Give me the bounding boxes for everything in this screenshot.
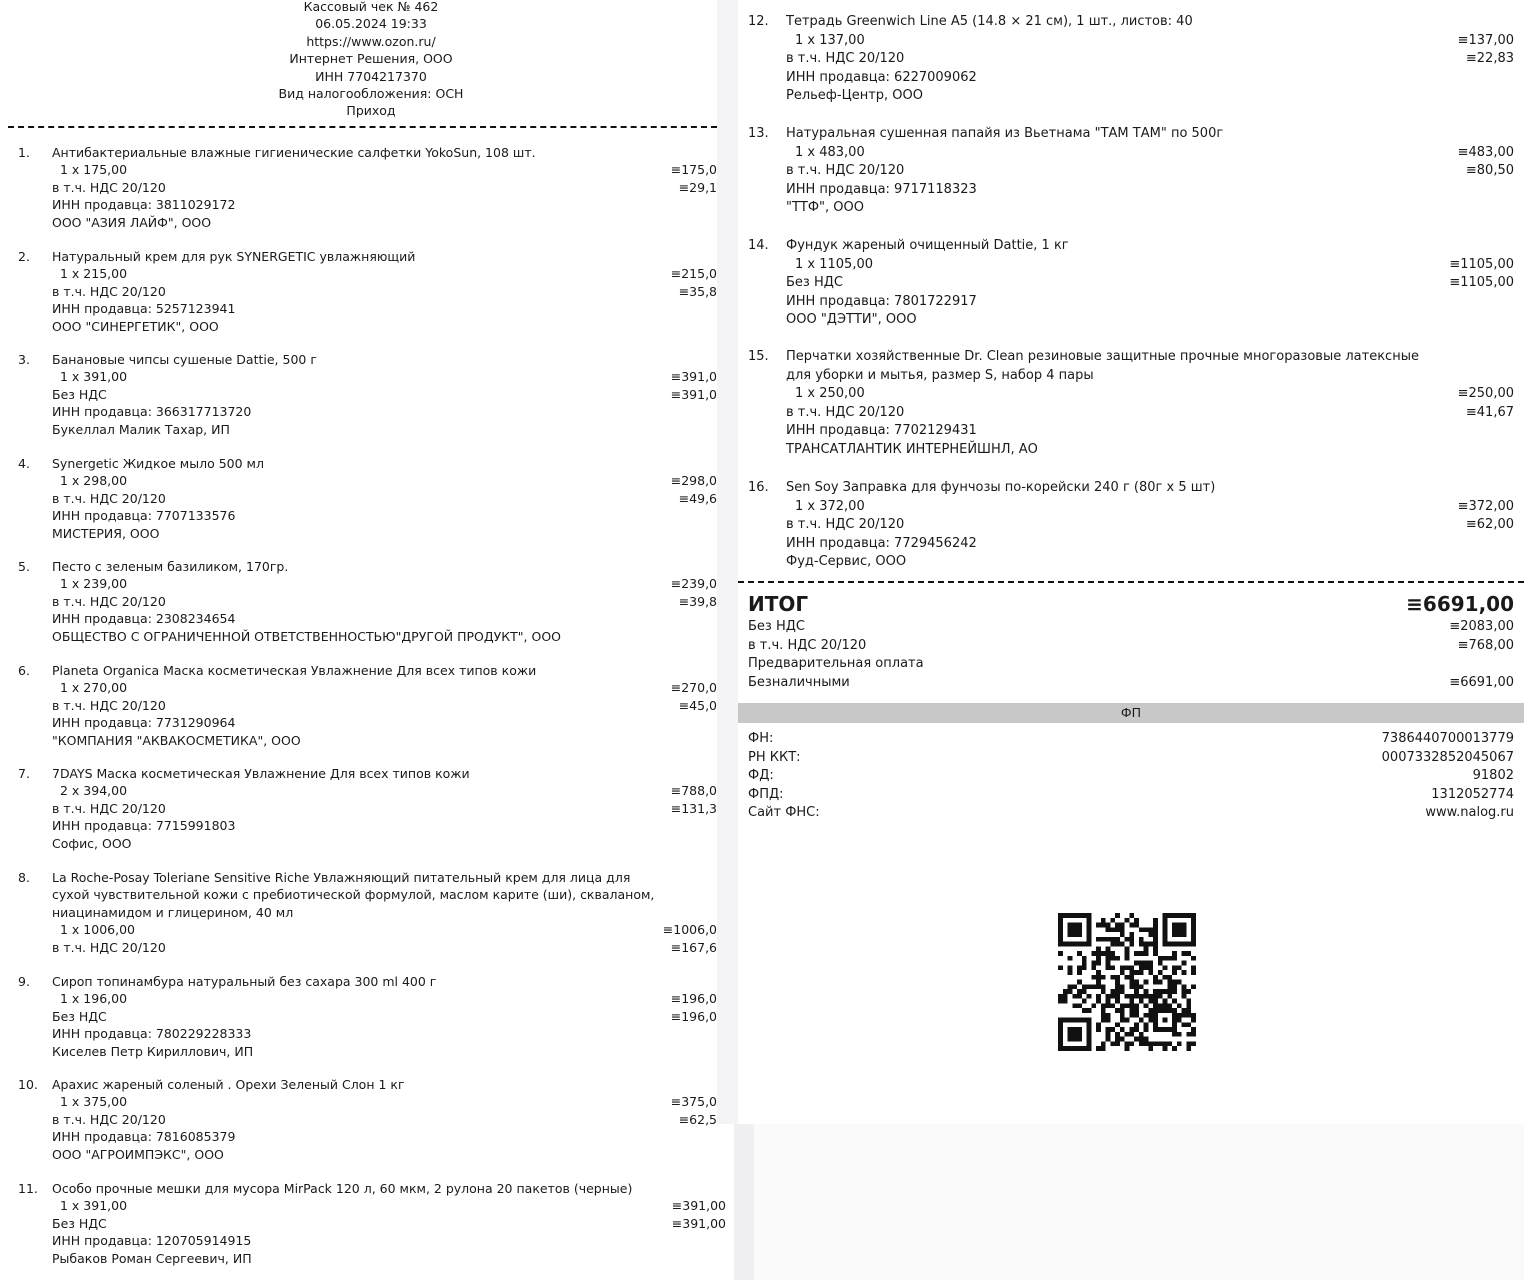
header-line: 06.05.2024 19:33 — [315, 16, 427, 32]
item-title: Фундук жареный очищенный Dattie, 1 кг — [786, 238, 1069, 253]
item-vat: в т.ч. НДС 20/120 — [52, 179, 166, 195]
item-qty: 1 x 391,00 — [60, 369, 128, 385]
item-vat: в т.ч. НДС 20/120 — [52, 283, 166, 299]
item-qty: 1 x 1105,00 — [795, 256, 873, 272]
item-vat: Без НДС — [52, 386, 107, 402]
item-title: Synergetic Жидкое мыло 500 мл — [52, 456, 264, 471]
total-row-value: ≡2083,00 — [1449, 619, 1514, 634]
header-line: Приход — [346, 103, 396, 119]
fp-label: ФН: — [748, 731, 774, 746]
item-sum: ≡1105,00 — [1449, 256, 1514, 272]
item-vat-sum: ≡1105,00 — [1449, 275, 1514, 290]
item-vat: Без НДС — [52, 1008, 107, 1024]
separator-dashed — [8, 126, 717, 128]
item-vat: в т.ч. НДС 20/120 — [52, 697, 166, 713]
item-qty: 1 x 137,00 — [795, 32, 865, 48]
page-gap — [717, 0, 738, 1124]
item-sum: ≡215,0 — [670, 266, 717, 282]
item-title: La Roche-Posay Toleriane Sensitive Riche Увлажняющий питательный крем для лица для — [52, 870, 631, 885]
seller-inn: ИНН продавца: 7729456242 — [786, 535, 977, 551]
fp-section-bar: ФП — [738, 703, 1524, 723]
item-sum: ≡375,0 — [670, 1094, 717, 1110]
item-title: ниацинамидом и глицерином, 40 мл — [52, 904, 294, 920]
item-number: 5. — [18, 559, 30, 574]
fp-value: 1312052774 — [1431, 786, 1514, 802]
item-sum: ≡196,0 — [670, 991, 717, 1007]
item-number: 16. — [748, 480, 769, 495]
seller-inn: ИНН продавца: 2308234654 — [52, 611, 236, 627]
item-title: Песто с зеленым базиликом, 170гр. — [52, 559, 289, 574]
item-title: Перчатки хозяйственные Dr. Clean резиновые защитные прочные многоразовые латексные — [786, 349, 1419, 364]
fp-label: РН ККТ: — [748, 749, 801, 765]
item-title: сухой чувствительной кожи с пребиотической формулой, маслом карите (ши), скваланом, — [52, 887, 655, 903]
seller-inn: ИНН продавца: 780229228333 — [52, 1026, 252, 1042]
item-sum: ≡372,00 — [1457, 498, 1514, 514]
item-vat: в т.ч. НДС 20/120 — [786, 51, 905, 66]
item-sum: ≡239,0 — [670, 576, 717, 592]
seller-name: Букеллал Малик Тахар, ИП — [52, 421, 230, 437]
item-vat-sum: ≡39,8 — [678, 593, 717, 609]
total-row-label: Безналичными — [748, 674, 850, 690]
seller-name: ООО "ДЭТТИ", ООО — [786, 312, 917, 327]
header-line: Интернет Решения, ООО — [289, 51, 453, 67]
item-sum: ≡270,0 — [670, 680, 717, 696]
item-title: Тетрадь Greenwich Line A5 (14.8 × 21 см), 1 шт., листов: 40 — [786, 14, 1193, 29]
seller-inn: ИНН продавца: 120705914915 — [52, 1233, 252, 1249]
total-row-value: ≡768,00 — [1457, 637, 1514, 653]
seller-inn: ИНН продавца: 5257123941 — [52, 301, 236, 317]
item-number: 15. — [748, 349, 769, 364]
item-vat-sum: ≡45,0 — [678, 697, 717, 713]
item-vat: в т.ч. НДС 20/120 — [52, 490, 166, 506]
seller-inn: ИНН продавца: 7702129431 — [786, 423, 977, 438]
item-sum: ≡250,00 — [1457, 386, 1514, 401]
item-vat: Без НДС — [52, 1215, 107, 1231]
item-vat-sum: ≡29,1 — [678, 179, 717, 195]
item-vat-sum: ≡131,3 — [670, 800, 717, 816]
seller-name: "ТТФ", ООО — [786, 200, 864, 215]
seller-name: ТРАНСАТЛАНТИК ИНТЕРНЕЙШНЛ, АО — [786, 441, 1038, 457]
seller-name: Рельеф-Центр, ООО — [786, 88, 923, 103]
item-vat-sum: ≡80,50 — [1465, 163, 1514, 178]
qr-code-icon — [1058, 913, 1196, 1051]
item-number: 13. — [748, 126, 769, 141]
item-title: Антибактериальные влажные гигиенические салфетки YokoSun, 108 шт. — [52, 145, 536, 160]
seller-name: Софис, ООО — [52, 835, 132, 851]
receipt-title: Кассовый чек № 462 — [303, 0, 439, 14]
seller-name: ООО "СИНЕРГЕТИК", ООО — [52, 318, 219, 334]
item-vat: Без НДС — [786, 275, 843, 290]
seller-name: Фуд-Сервис, ООО — [786, 554, 907, 569]
item-title: Особо прочные мешки для мусора MirPack 120 л, 60 мкм, 2 рулона 20 пакетов (черные) — [52, 1181, 633, 1196]
item-number: 4. — [18, 456, 30, 471]
item-title: Арахис жареный соленый . Орехи Зеленый Слон 1 кг — [52, 1077, 405, 1092]
item-qty: 1 x 196,00 — [60, 991, 128, 1007]
item-number: 1. — [18, 145, 30, 160]
seller-name: ОБЩЕСТВО С ОГРАНИЧЕННОЙ ОТВЕТСТВЕННОСТЬЮ"ДРУГОЙ ПРОДУКТ", ООО — [52, 628, 561, 644]
item-qty: 2 x 394,00 — [60, 783, 128, 799]
seller-name: МИСТЕРИЯ, ООО — [52, 525, 160, 541]
seller-inn: ИНН продавца: 7707133576 — [52, 508, 236, 524]
item-sum: ≡1006,0 — [662, 922, 717, 938]
item-title: Банановые чипсы сушеные Dattie, 500 г — [52, 352, 317, 367]
empty-area — [754, 1124, 1524, 1280]
item-vat: в т.ч. НДС 20/120 — [52, 939, 166, 955]
item-vat-sum: ≡35,8 — [678, 283, 717, 299]
item-vat-sum: ≡391,0 — [670, 386, 717, 402]
item-qty: 1 x 298,00 — [60, 473, 128, 489]
seller-inn: ИНН продавца: 7816085379 — [52, 1129, 236, 1145]
item-sum: ≡298,0 — [670, 473, 717, 489]
total-row-label: Без НДС — [748, 619, 805, 634]
total-row-value: ≡6691,00 — [1449, 674, 1514, 690]
item-sum: ≡391,0 — [670, 369, 717, 385]
item-vat: в т.ч. НДС 20/120 — [52, 1111, 166, 1127]
seller-inn: ИНН продавца: 7801722917 — [786, 293, 977, 309]
total-value: ≡6691,00 — [1406, 592, 1514, 616]
seller-inn: ИНН продавца: 366317713720 — [52, 404, 252, 420]
fp-value: 91802 — [1472, 768, 1514, 783]
header-line: Вид налогообложения: ОСН — [278, 86, 464, 101]
item-vat-sum: ≡62,5 — [678, 1111, 717, 1127]
item-qty: 1 x 270,00 — [60, 680, 128, 696]
item-number: 14. — [748, 238, 769, 253]
total-label: ИТОГ — [748, 592, 809, 616]
item-vat-sum: ≡62,00 — [1465, 517, 1514, 532]
item-vat-sum: ≡22,83 — [1465, 51, 1514, 66]
item-number: 12. — [748, 14, 769, 29]
fp-value: 0007332852045067 — [1381, 749, 1514, 765]
seller-inn: ИНН продавца: 7731290964 — [52, 715, 236, 731]
item-vat-sum: ≡196,0 — [670, 1008, 717, 1024]
item-sum: ≡175,0 — [670, 162, 717, 178]
header-line: https://www.ozon.ru/ — [306, 33, 436, 49]
item-title: Натуральная сушенная папайя из Вьетнама "ТАМ ТАМ" по 500г — [786, 126, 1224, 141]
item-vat: в т.ч. НДС 20/120 — [52, 800, 166, 816]
item-vat: в т.ч. НДС 20/120 — [52, 593, 166, 609]
item-sum: ≡788,0 — [670, 783, 717, 799]
total-row-label: Предварительная оплата — [748, 656, 924, 671]
item-vat-sum: ≡167,6 — [670, 939, 717, 955]
item-vat: в т.ч. НДС 20/120 — [786, 163, 905, 178]
fp-label: ФД: — [748, 768, 774, 783]
header-line: ИНН 7704217370 — [315, 68, 427, 84]
item-number: 8. — [18, 870, 30, 885]
seller-inn: ИНН продавца: 3811029172 — [52, 197, 236, 213]
item-number: 9. — [18, 974, 30, 989]
item-vat: в т.ч. НДС 20/120 — [786, 404, 905, 420]
item-qty: 1 x 483,00 — [795, 144, 865, 160]
fp-value: 7386440700013779 — [1381, 731, 1514, 746]
item-number: 6. — [18, 663, 30, 678]
item-number: 11. — [18, 1181, 38, 1196]
item-qty: 1 x 239,00 — [60, 576, 128, 592]
item-number: 10. — [18, 1077, 38, 1092]
fp-label: ФПД: — [748, 786, 784, 802]
seller-name: ООО "АЗИЯ ЛАЙФ", ООО — [52, 214, 212, 230]
seller-name: Рыбаков Роман Сергеевич, ИП — [52, 1250, 252, 1266]
seller-name: ООО "АГРОИМПЭКС", ООО — [52, 1146, 224, 1162]
item-qty: 1 x 391,00 — [60, 1198, 128, 1214]
item-qty: 1 x 215,00 — [60, 266, 128, 282]
item-number: 7. — [18, 766, 30, 781]
item-title: для уборки и мытья, размер S, набор 4 пары — [786, 367, 1094, 383]
item-title: Sen Soy Заправка для фунчозы по-корейски 240 г (80г х 5 шт) — [786, 480, 1216, 495]
seller-inn: ИНН продавца: 9717118323 — [786, 181, 977, 197]
item-title: Натуральный крем для рук SYNERGETIC увлажняющий — [52, 249, 416, 264]
item-vat: в т.ч. НДС 20/120 — [786, 517, 905, 532]
item-number: 3. — [18, 352, 30, 367]
seller-inn: ИНН продавца: 6227009062 — [786, 69, 977, 85]
item-sum: ≡391,00 — [671, 1198, 726, 1214]
item-title: 7DAYS Маска косметическая Увлажнение Для всех типов кожи — [52, 766, 470, 781]
item-qty: 1 x 250,00 — [795, 386, 865, 401]
item-title: Сироп топинамбура натуральный без сахара 300 ml 400 г — [52, 974, 437, 989]
item-qty: 1 x 375,00 — [60, 1094, 128, 1110]
item-vat-sum: ≡391,00 — [671, 1215, 726, 1231]
seller-inn: ИНН продавца: 7715991803 — [52, 818, 236, 834]
seller-name: Киселев Петр Кириллович, ИП — [52, 1043, 254, 1059]
seller-name: "КОМПАНИЯ "АКВАКОСМЕТИКА", ООО — [52, 732, 301, 748]
separator-dashed — [738, 581, 1524, 583]
fp-value: www.nalog.ru — [1425, 805, 1514, 820]
item-qty: 1 x 175,00 — [60, 162, 128, 178]
fp-label: Сайт ФНС: — [748, 805, 820, 820]
item-sum: ≡137,00 — [1457, 32, 1514, 48]
item-sum: ≡483,00 — [1457, 144, 1514, 160]
item-vat-sum: ≡41,67 — [1465, 404, 1514, 420]
item-number: 2. — [18, 249, 30, 264]
total-row-label: в т.ч. НДС 20/120 — [748, 637, 867, 653]
item-qty: 1 x 1006,00 — [60, 922, 135, 938]
item-title: Planeta Organica Маска косметическая Увлажнение Для всех типов кожи — [52, 663, 537, 678]
item-vat-sum: ≡49,6 — [678, 490, 717, 506]
item-qty: 1 x 372,00 — [795, 498, 865, 514]
